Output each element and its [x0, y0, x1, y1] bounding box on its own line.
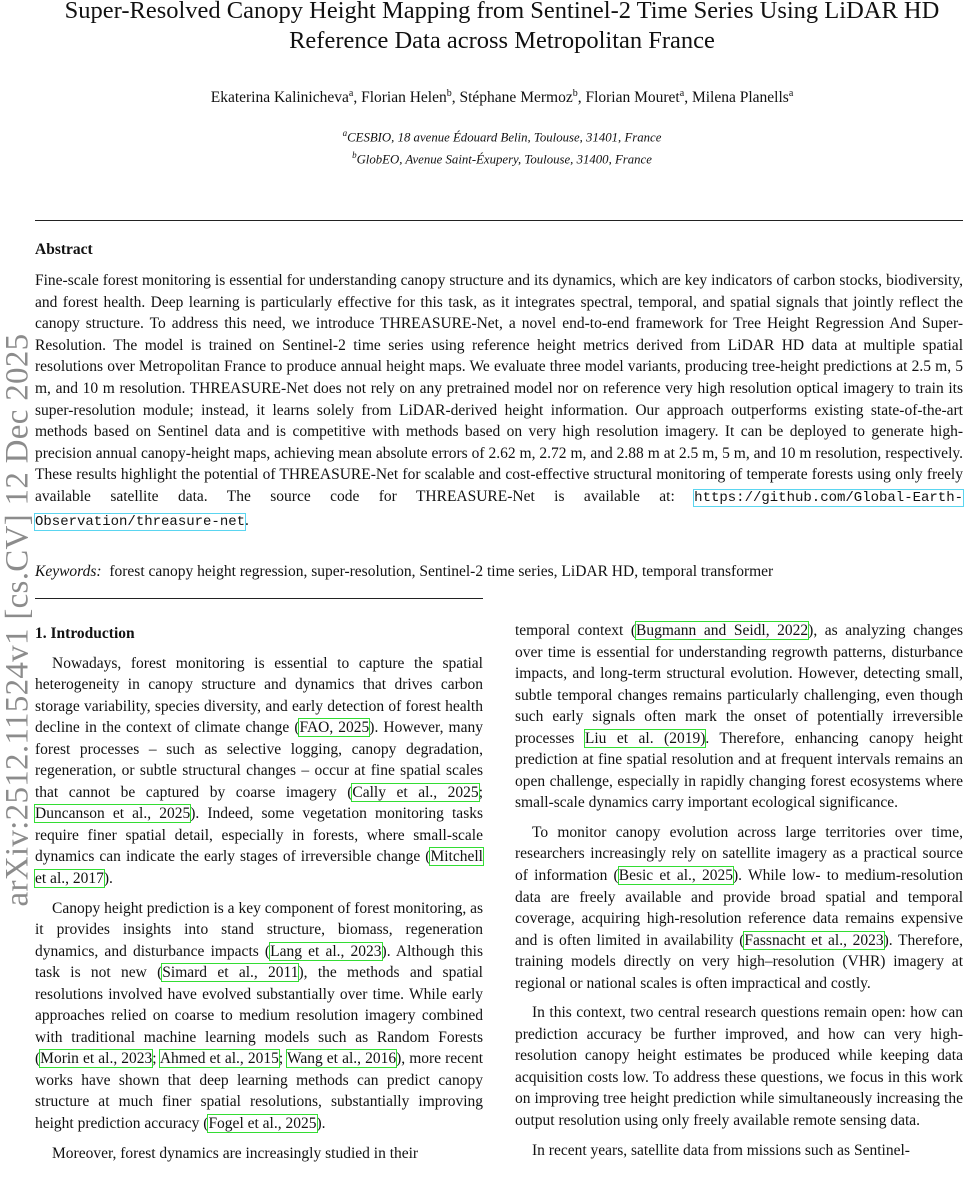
body-text: ), more recent works have shown that deep learning methods can predict canopy structure at much finer spatial resolutions, substantially improving height prediction accuracy ( [35, 1050, 483, 1133]
body-text: ). [103, 870, 113, 888]
citation-link[interactable]: Fogel et al., 2025 [208, 1115, 317, 1133]
citation-link[interactable]: Ahmed et al., 2015 [159, 1050, 279, 1068]
body-paragraph [515, 620, 963, 814]
right-column-body [515, 620, 963, 1161]
body-text: Nowadays, forest monitoring is essential to capture the spatial heterogeneity in canopy structure and dynamics that drives carbon storage variability, species diversity, and early detection of forest health decline in the context of climate change ( [35, 654, 483, 737]
citation-link[interactable]: Morin et al., 2023 [40, 1050, 153, 1068]
body-text: In recent years, satellite data from missions such as Sentinel- [532, 1141, 910, 1159]
header-divider [35, 220, 963, 221]
author-name: Stéphane Mermoz [459, 89, 573, 107]
affiliation-list [40, 124, 964, 169]
citation-link[interactable]: Simard et al., 2011 [162, 964, 299, 982]
keywords-text: forest canopy height regression, super-resolution, Sentinel-2 time series, LiDAR HD, temporal transformer [109, 563, 774, 580]
body-text: ). However, many forest processes – such as selective logging, canopy degradation, regeneration, or subtle structural changes – occur at fine spatial scales that cannot be captured by coarse imagery ( [35, 719, 483, 801]
body-text: ), as analyzing changes over time is essential for understanding regrowth patterns, disturbance impacts, and long-term structural evolution. However, detecting small, subtle temporal changes remains particularly challenging, even though such early signals often mark the onset of potentially irreversible processes [515, 622, 963, 747]
body-text: ; [278, 1050, 287, 1068]
body-text: ), the methods and spatial resolutions involved have evolved substantially over time. While early approaches relied on coarse to medium resolution imagery combined with traditional machine learning models such as Random Forests ( [35, 964, 483, 1068]
citation-link[interactable]: Besic et al., 2025 [618, 867, 733, 885]
author-affiliation-mark: a [788, 88, 794, 99]
citation-link[interactable]: FAO, 2025 [299, 719, 370, 737]
body-text: ; [478, 783, 483, 801]
body-paragraph [35, 898, 483, 1135]
author-name: Florian Helen [361, 89, 447, 107]
author-name: Milena Planells [691, 89, 789, 107]
body-text: ). Indeed, some vegetation monitoring tasks require finer spatial detail, especially in forests, where small-scale dynamics can indicate the early stages of irreversible change ( [35, 805, 484, 866]
body-text: Canopy height prediction is a key component of forest monitoring, as it provides insights into stand structure, biomass, regeneration dynamics, and disturbance impacts ( [35, 899, 483, 960]
author-affiliation-mark: a [348, 88, 354, 99]
body-text: ). Therefore, training models directly on very high–resolution (VHR) imagery at regional or national scales is often impractical and costly. [515, 931, 963, 992]
source-code-link[interactable]: https://github.com/Global-Earth-Observation/threasure-net [35, 489, 964, 530]
keywords-line [35, 563, 963, 581]
abstract-body: Fine-scale forest monitoring is essential for understanding canopy structure and its dynamics, which are key indicators of carbon stocks, biodiversity, and forest health. Deep learning is particularly effective for this task, as it integrates spectral, temporal, and spatial signals that jointly reflect the canopy structure. To address this need, we introduce THREASURE-Net, a novel end-to-end framework for Tree Height Regression And Super-Resolution. The model is trained on Sentinel-2 time series using reference height metrics derived from LiDAR HD data at multiple spatial resolutions over Metropolitan France to produce annual height maps. We evaluate three model variants, producing tree-height predictions at 2.5 m, 5 m, and 10 m resolution. THREASURE-Net does not rely on any pretrained model nor on reference very high resolution optical imagery to train its super-resolution module; instead, it learns solely from LiDAR-derived height information. Our approach outperforms existing state-of-the-art methods based on Sentinel data and is competitive with methods based on very high resolution imagery. It can be deployed to generate high-precision annual canopy-height maps, achieving mean absolute errors of 2.62 m, 2.72 m, and 2.88 m at 2.5 m, 5 m, and 10 m resolution, respectively. These results highlight the potential of THREASURE-Net for scalable and cost-effective structural monitoring of temperate forests using only freely available satellite data. The source code for THREASURE-Net is available at: https://github.com/Global-Earth-Observation/threasure-net. [35, 272, 964, 530]
body-paragraph [515, 1140, 963, 1162]
author-name: Ekaterina Kalinicheva [210, 89, 349, 107]
author-name: Florian Mouret [585, 89, 680, 107]
author-affiliation-mark: b [446, 88, 452, 99]
affiliation-mark: a [342, 128, 348, 138]
affiliation-mark: b [352, 150, 357, 161]
author-affiliation-mark: a [679, 88, 685, 99]
affiliation-line [40, 146, 964, 168]
citation-link[interactable]: Mitchell et al., 2017 [35, 848, 483, 888]
right-column [515, 620, 963, 1161]
body-paragraph [35, 1143, 483, 1165]
body-text: ). Although this task is not new ( [35, 942, 483, 982]
section-heading-introduction: 1. Introduction [35, 625, 135, 642]
citation-link[interactable]: Liu et al. (2019) [584, 729, 706, 747]
citation-link[interactable]: Duncanson et al., 2025 [35, 805, 191, 823]
arxiv-id-text: arXiv:2512.11524v1 [cs.CV] 12 Dec 2025 [0, 333, 36, 907]
author-affiliation-mark: b [572, 88, 578, 99]
citation-link[interactable]: Bugmann and Seidl, 2022 [636, 622, 809, 639]
body-paragraph [515, 1002, 963, 1131]
body-text: ). [316, 1115, 326, 1133]
citation-link[interactable]: Cally et al., 2025 [352, 783, 479, 801]
body-text: ; [152, 1050, 160, 1068]
keywords-label: Keywords: [35, 563, 102, 580]
affiliation-text: GlobEO, Avenue Saint-Éxupery, Toulouse, 31400, France [356, 152, 652, 167]
body-text: ). While low- to medium-resolution data are freely available and provide broad spatial and temporal coverage, acquiring high-resolution reference data remains expensive and is often limited in availability ( [515, 867, 963, 949]
citation-link[interactable]: Wang et al., 2016 [286, 1050, 397, 1068]
paper-title: Super-Resolved Canopy Height Mapping from Sentinel-2 Time Series Using LiDAR HD Reference Data across Metropolitan France [64, 0, 940, 54]
affiliation-text: CESBIO, 18 avenue Édouard Belin, Toulouse, 31401, France [347, 130, 662, 145]
body-paragraph [35, 653, 483, 890]
body-text: temporal context ( [515, 622, 637, 639]
left-column [35, 620, 483, 1164]
citation-link[interactable]: Lang et al., 2023 [270, 942, 382, 960]
body-paragraph [515, 822, 963, 994]
abstract-text: Fine-scale forest monitoring is essential for understanding canopy structure and its dynamics, which are key indicators of carbon stocks, biodiversity, and forest health. Deep learning is particularly effective for this task, as it integrates spectral, temporal, and spatial signals that jointly reflect the canopy structure. To address this need, we introduce THREASURE-Net, a novel end-to-end framework for Tree Height Regression And Super-Resolution. The model is trained on Sentinel-2 time series using reference height metrics derived from LiDAR HD data at multiple spatial resolutions over Metropolitan France to produce annual height maps. We evaluate three model variants, producing tree-height predictions at 2.5 m, 5 m, and 10 m resolution. THREASURE-Net does not rely on any pretrained model nor on reference very high resolution optical imagery to train its super-resolution module; instead, it learns solely from LiDAR-derived height information. Our approach outperforms existing state-of-the-art methods based on Sentinel data and is competitive with methods based on very high resolution imagery. It can be deployed to generate high-precision annual canopy-height maps, achieving mean absolute errors of 2.62 m, 2.72 m, and 2.88 m at 2.5 m, 5 m, and 10 m resolution, respectively. These results highlight the potential of THREASURE-Net for scalable and cost-effective structural monitoring of temperate forests using only freely available satellite data. The source code for THREASURE-Net is available at: [35, 272, 963, 505]
body-text: To monitor canopy evolution across large territories over time, researchers increasingly rely on satellite imagery as a practical source of information ( [515, 823, 963, 885]
arxiv-identifier-stamp [0, 0, 36, 1200]
body-text: . Therefore, enhancing canopy height prediction at fine spatial resolution and at frequent intervals remains an open challenge, especially in rapidly changing forest ecosystems where small-scale dynamics carry important ecological significance. [515, 729, 963, 812]
author-list: Ekaterina Kalinicheva$^a$, Florian Helen$^b$, Stéphane Mermoz$^b$, Florian Mouret$^a$, Milena Planells$^a$ [210, 88, 794, 107]
body-text: Moreover, forest dynamics are increasingly studied in their [52, 1144, 419, 1162]
abstract-heading: Abstract [35, 241, 93, 258]
affiliation-line [40, 124, 964, 146]
citation-link[interactable]: Fassnacht et al., 2023 [744, 931, 884, 949]
body-text: In this context, two central research questions remain open: how can prediction accuracy be further improved, and how can very high-resolution canopy height estimates be produced while keeping data acquisition costs low. To address these questions, we focus in this work on improving tree height prediction while simultaneously increasing the output resolution using only freely available remote sensing data. [515, 1004, 963, 1130]
left-column-body [35, 653, 483, 1165]
abstract-divider [35, 598, 483, 599]
